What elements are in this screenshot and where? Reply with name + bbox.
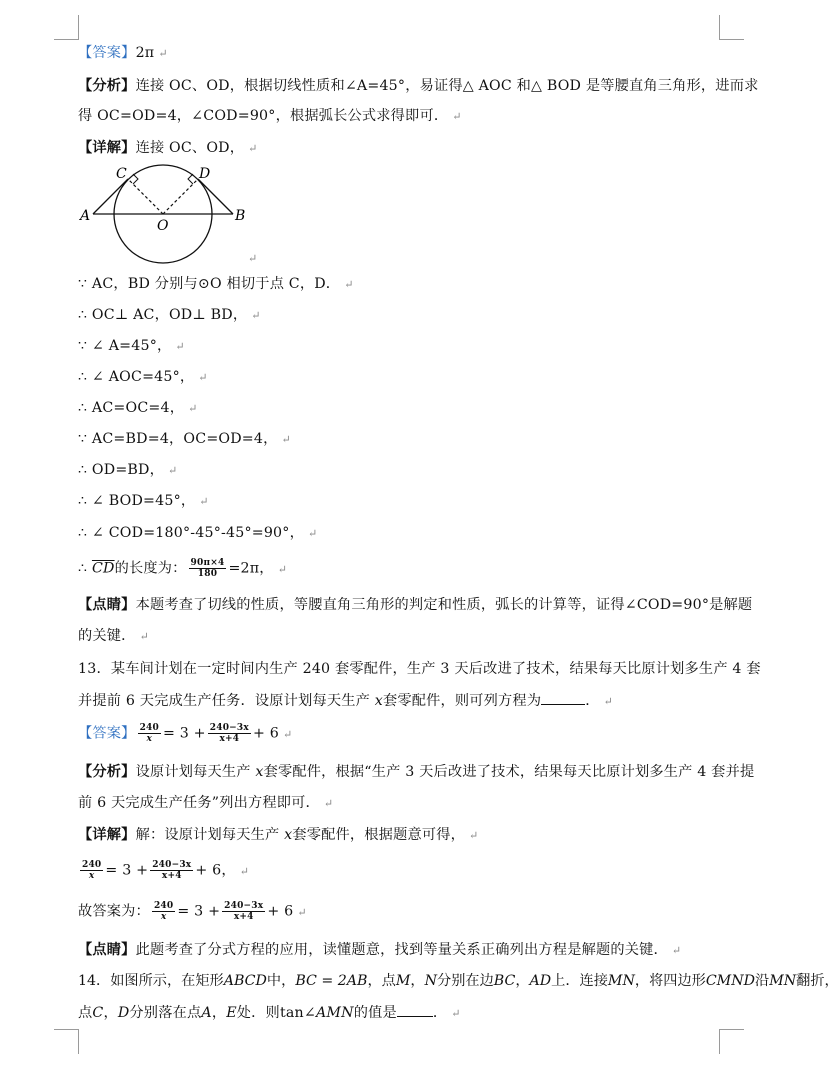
eq-rhs-fraction [150,860,193,881]
fraction-denominator: x+4 [219,734,240,744]
comment-text: 本题考查了切线的性质，等腰直角三角形的判定和性质，弧长的计算等，证得∠COD=90°是解题 [135,597,753,613]
label-a: A [80,208,91,224]
q13-stem-line1 [78,659,761,679]
paragraph-mark-icon: ↵ [603,695,614,708]
detail-text: 连接 OC、OD， [135,140,245,156]
paragraph-mark-icon: ↵ [248,142,258,155]
step-line [78,491,209,512]
fraction-numerator: 240 [153,901,174,911]
q14-text: ，点 [367,973,396,989]
q13-analysis-line1 [78,762,754,782]
detail-text: 解：设原计划每天生产 [135,827,285,843]
fraction-numerator: 90π×4 [190,558,225,568]
eq-rhs-fraction [208,723,251,744]
step-text: ∴ OD=BD， [78,462,165,478]
arc-prefix: ∴ [78,560,92,577]
math-point: E [226,1005,237,1021]
step-text: ∴ AC=OC=4， [78,400,185,416]
q13-comment-line [78,940,681,961]
eq-tail: + 6 [267,903,294,920]
step-line [78,305,261,326]
q13-answer-line [78,723,292,745]
paragraph-mark-icon: ↵ [188,402,198,415]
answer-tag: 【答案】 [78,45,136,61]
math-edge: AD [529,973,552,989]
math-edge: MN [769,973,797,989]
step-text: ∵ AC=BD=4，OC=OD=4， [78,431,278,447]
q12-comment-line1 [78,595,752,615]
q14-text: 14．如图所示，在矩形 [78,973,224,989]
tangent-bd [198,179,233,214]
crop-mark-top-right [719,15,744,40]
q14-text: ． [432,1005,448,1021]
q13-stem-text: ． [585,693,600,709]
q14-text: 沿 [755,973,770,989]
comment-tag: 【点睛】 [78,942,136,958]
fraction-denominator: x+4 [161,871,182,881]
eq-tail: + 6 [252,725,279,742]
arc-result: =2π， [228,560,274,577]
tangent-ac [93,179,128,214]
paragraph-mark-icon: ↵ [671,944,682,957]
q13-stem-text: 13．某车间计划在一定时间内生产 240 套零配件，生产 3 天后改进了技术，结果每天比原计划多生产 4 套 [78,661,761,677]
q13-stem-line2 [78,690,613,712]
paragraph-mark-icon: ↵ [344,278,354,291]
step-text: ∴ ∠ COD=180°-45°-45°=90°， [78,525,304,541]
arc-fraction [189,558,227,579]
paragraph-mark-icon: ↵ [248,252,258,265]
q14-text: 的值是 [353,1005,397,1021]
detail-tag: 【详解】 [78,827,136,843]
step-line [78,429,291,450]
math-edge: MN [607,973,635,989]
q13-detail-line [78,825,478,846]
step-line [78,367,208,388]
q14-text: ， [103,1005,118,1021]
analysis-text: 得 OC=OD=4，∠COD=90°，根据弧长公式求得即可． [78,108,449,124]
q14-text: ，将四边形 [634,973,706,989]
paragraph-mark-icon: ↵ [297,905,307,919]
paragraph-mark-icon: ↵ [139,630,149,643]
answer-blank [541,690,585,705]
geometry-figure [78,162,258,272]
step-line [78,336,185,357]
step-text: ∴ ∠ BOD=45°， [78,493,196,509]
math-point: A [201,1005,212,1021]
q14-text: 点 [78,1005,93,1021]
math-point: D [117,1005,130,1021]
q14-text: 分别在边 [437,973,494,989]
paragraph-mark-icon: ↵ [282,727,293,741]
math-quad: CMND [705,973,755,989]
paragraph-mark-icon: ↵ [307,527,318,540]
step-line [78,523,317,544]
fraction-numerator: 240−3x [224,901,264,911]
q13-stem-text: 并提前 6 天完成生产任务．设原计划每天生产 [78,693,375,709]
step-text: ∵ AC，BD 分别与⊙O 相切于点 C，D． [78,276,341,292]
math-angle: AMN [315,1005,354,1021]
arc-mid-text: 的长度为： [114,560,187,577]
step-line [78,398,198,419]
variable-x: x [255,764,264,780]
math-cond: BC = 2AB [295,973,368,989]
math-point: C [92,1005,104,1021]
analysis-tag: 【分析】 [78,764,136,780]
paragraph-mark-icon: ↵ [452,110,462,123]
label-o: O [157,218,169,234]
answer-tag: 【答案】 [78,725,136,742]
fraction-denominator: x [88,871,95,881]
analysis-text: 套零配件，根据“生产 3 天后改进了技术，结果每天比原计划多生产 4 套并提 [263,764,755,780]
analysis-tag: 【分析】 [78,78,136,94]
q14-text: 翻折， [796,973,839,989]
paragraph-mark-icon: ↵ [175,340,185,353]
q12-detail-line [78,138,258,159]
fraction-denominator: x+4 [233,912,254,922]
paragraph-mark-icon: ↵ [451,1007,461,1020]
q14-stem-line2 [78,1002,461,1024]
comment-text: 此题考查了分式方程的应用，读懂题意，找到等量关系正确列出方程是解题的关键． [135,942,668,958]
math-point: N [424,973,438,989]
q14-text: 分别落在点 [129,1005,202,1021]
paragraph-mark-icon: ↵ [281,433,291,446]
q14-stem-line1 [78,971,839,991]
variable-x: x [284,827,293,843]
eq-lhs-fraction [80,860,103,881]
q14-text: 中， [266,973,296,989]
q12-answer-line [78,43,168,64]
final-prefix: 故答案为： [78,903,150,920]
eq-lhs-fraction [138,723,161,744]
q14-text: ， [410,973,425,989]
paragraph-mark-icon: ↵ [198,371,208,384]
step-text: ∴ ∠ AOC=45°， [78,369,195,385]
crop-mark-top-left [54,15,79,40]
fraction-numerator: 240−3x [209,723,249,733]
math-edge: BC [493,973,516,989]
paragraph-mark-icon: ↵ [251,309,261,322]
crop-mark-bottom-left [54,1029,79,1054]
fraction-denominator: x [146,734,153,744]
q13-final-answer-line [78,901,307,923]
math-rect: ABCD [223,973,267,989]
fraction-numerator: 240−3x [152,860,192,870]
step-line [78,274,354,295]
label-b: B [235,208,246,224]
detail-text: 套零配件，根据题意可得， [292,827,466,843]
comment-tag: 【点睛】 [78,597,136,613]
paragraph-mark-icon: ↵ [199,495,209,508]
fraction-numerator: 240 [82,860,102,870]
comment-text: 的关键． [78,628,136,644]
q14-text: 处．则tan∠ [236,1005,316,1021]
analysis-text: 连接 OC、OD，根据切线性质和∠A=45°，易证得△ AOC 和△ BOD 是等腰直角三角形，进而求 [135,78,759,94]
eq-lhs-fraction [152,901,175,922]
paragraph-mark-icon: ↵ [469,829,479,842]
q13-equation-line [78,860,249,882]
q14-text: 上．连接 [551,973,608,989]
paragraph-mark-icon: ↵ [158,47,168,60]
paragraph-mark-icon: ↵ [168,464,178,477]
q13-analysis-line2 [78,793,333,814]
fraction-denominator: x [160,912,167,922]
analysis-text: 前 6 天完成生产任务”列出方程即可． [78,795,320,811]
label-c: C [116,166,127,182]
arc-length-line [78,558,287,580]
eq-rhs-fraction [222,901,265,922]
arc-name: $\overline{CD}$ [91,560,115,577]
q13-stem-text: 套零配件，则可列方程为 [382,693,542,709]
fraction-numerator: 240 [139,723,159,733]
paragraph-mark-icon: ↵ [239,864,250,878]
analysis-text: 设原计划每天生产 [135,764,256,780]
eq-tail: + 6， [195,862,236,879]
paragraph-mark-icon: ↵ [277,562,288,576]
fraction-denominator: 180 [197,569,218,579]
label-d: D [199,166,211,182]
variable-x: x [374,693,383,709]
q12-analysis-line1 [78,76,758,96]
answer-blank [397,1002,433,1017]
q14-text: ， [211,1005,227,1021]
answer-value: 2π [135,45,155,61]
crop-mark-bottom-right [719,1029,744,1054]
eq-mid: = 3 + [177,903,221,920]
paragraph-mark-icon: ↵ [323,797,334,810]
detail-tag: 【详解】 [78,140,136,156]
q12-analysis-line2 [78,106,462,127]
step-text: ∵ ∠ A=45°， [78,338,172,354]
math-point: M [395,973,411,989]
q14-text: ， [515,973,530,989]
eq-mid: = 3 + [105,862,149,879]
step-text: ∴ OC⊥ AC，OD⊥ BD， [78,307,248,323]
eq-mid: = 3 + [162,725,206,742]
q12-comment-line2 [78,626,149,647]
step-line [78,460,177,481]
